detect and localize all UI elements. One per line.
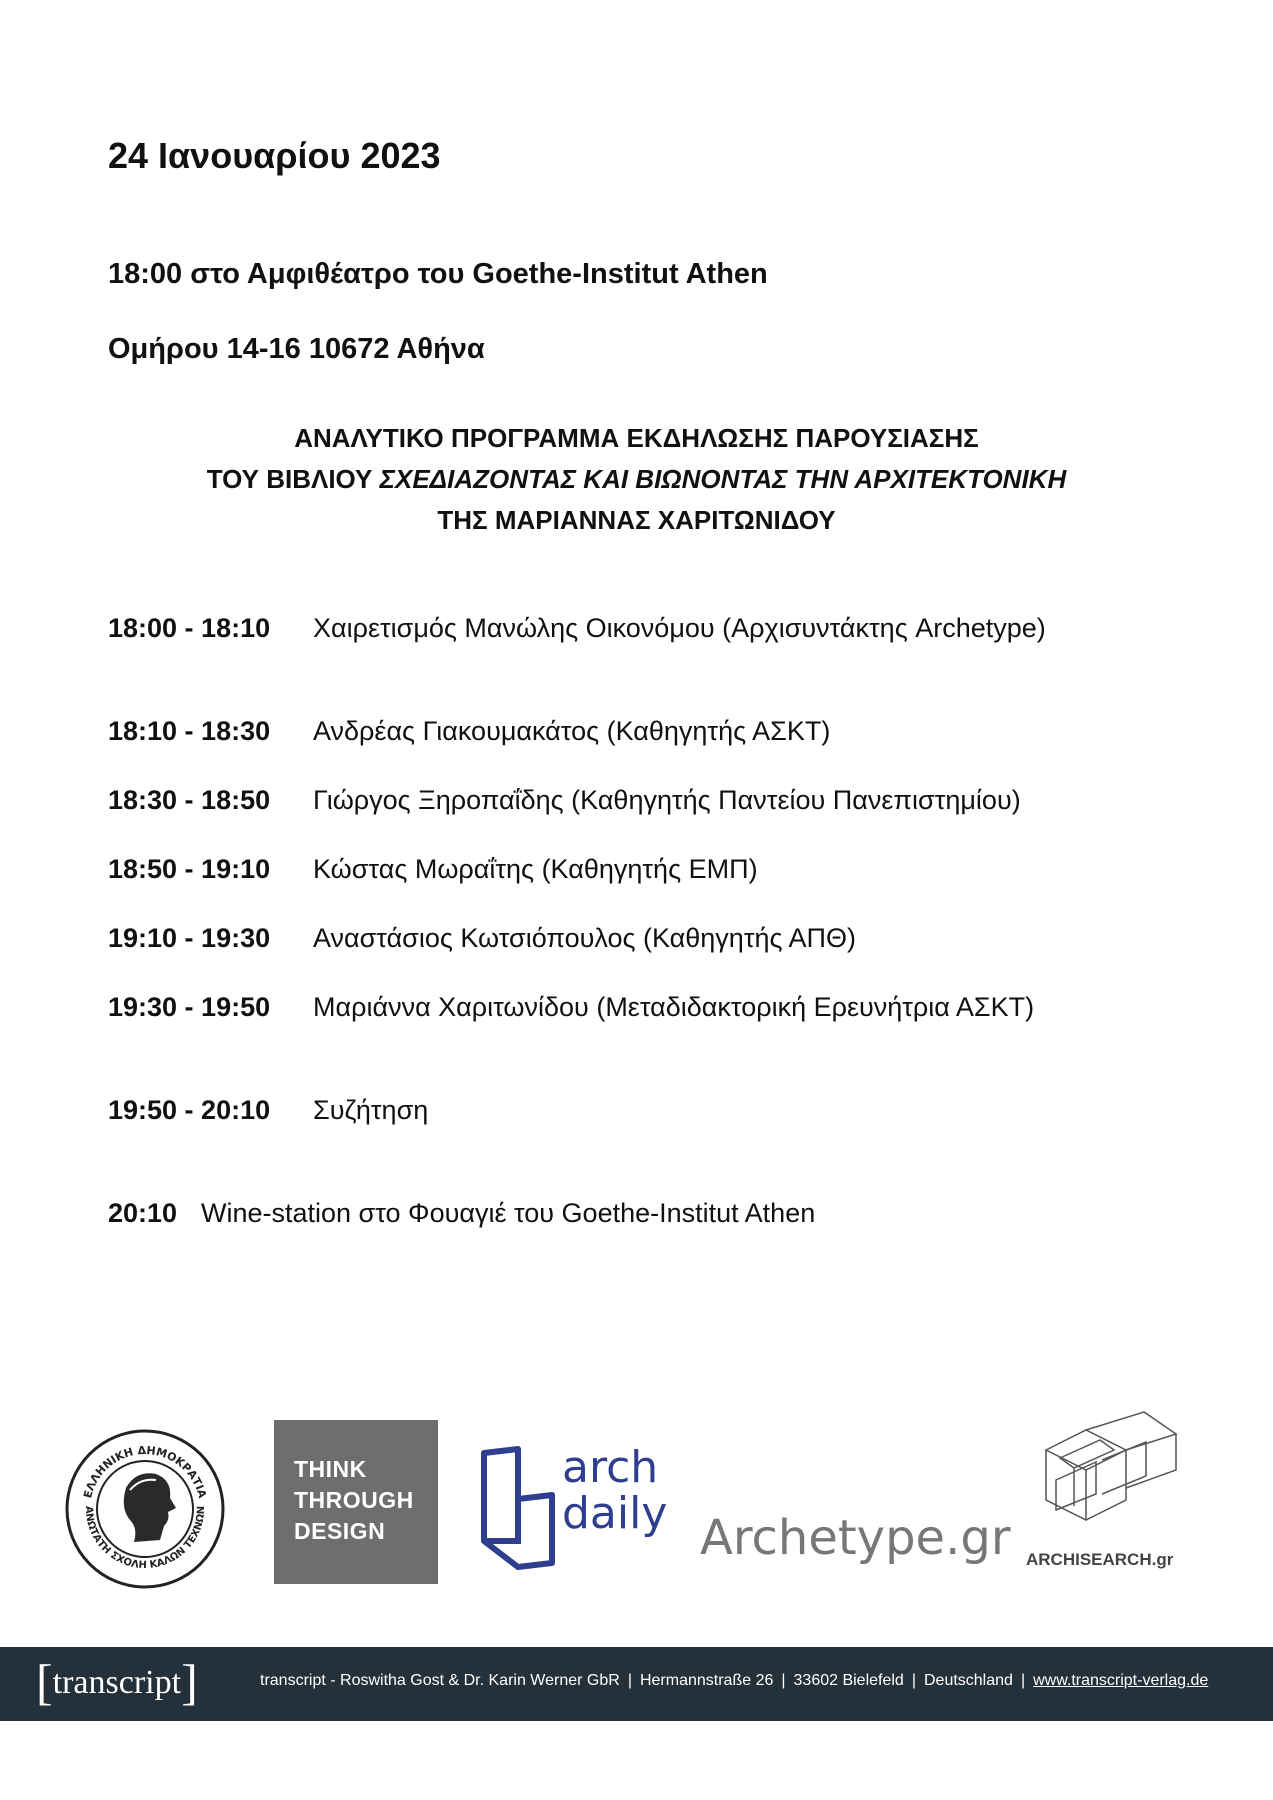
event-date: 24 Ιανουαρίου 2023 [108, 135, 441, 176]
schedule-item [108, 923, 856, 954]
schedule-text: Ανδρέας Γιακουμακάτος (Καθηγητής ΑΣΚΤ) [313, 716, 831, 746]
venue-time-location: 18:00 στο Αμφιθέατρο του Goethe-Institut Athen [108, 258, 768, 290]
schedule-item [108, 716, 830, 747]
schedule-text: Αναστάσιος Κωτσιόπουλος (Καθηγητής ΑΠΘ) [313, 923, 857, 953]
schedule-time: 19:50 - 20:10 [108, 1095, 271, 1125]
schedule-item [108, 1198, 815, 1229]
footer-separator: | [1020, 1672, 1026, 1689]
heading-line-2 [0, 459, 1273, 500]
schedule-item [108, 992, 1034, 1023]
program-heading [0, 418, 1273, 541]
partner-logos [0, 1410, 1273, 1590]
archdaily-wordmark [562, 1442, 668, 1539]
schedule-text: Wine-station στο Φουαγιέ του Goethe-Institut Athen [201, 1198, 816, 1228]
think-through-design-logo [274, 1420, 438, 1584]
ttd-word-2: THROUGH [294, 1487, 414, 1513]
schedule-text: Κώστας Μωραΐτης (Καθηγητής ΕΜΠ) [313, 854, 758, 884]
heading-line-1: ΑΝΑΛΥΤΙΚΟ ΠΡΟΓΡΑΜΜΑ ΕΚΔΗΛΩΣΗΣ ΠΑΡΟΥΣΙΑΣΗΣ [294, 423, 979, 453]
footer-company: transcript - Roswitha Gost & Dr. Karin Werner GbR [260, 1672, 620, 1689]
ttd-word-1: THINK [294, 1456, 367, 1482]
archdaily-word-1: arch [562, 1442, 659, 1493]
footer-info [260, 1672, 1208, 1690]
footer-country: Deutschland [923, 1672, 1013, 1689]
schedule-time: 19:10 - 19:30 [108, 923, 271, 953]
archisearch-drawing-icon [1026, 1410, 1178, 1538]
schedule-text: Συζήτηση [313, 1095, 429, 1125]
schedule-text: Μαριάννα Χαριτωνίδου (Μεταδιδακτορική Ερευνήτρια ΑΣΚΤ) [313, 992, 1035, 1022]
schedule-time: 20:10 [108, 1198, 178, 1228]
schedule-time: 18:30 - 18:50 [108, 785, 271, 815]
schedule-time: 18:10 - 18:30 [108, 716, 271, 746]
brand-name: transcript [52, 1664, 182, 1701]
heading-line-3: ΤΗΣ ΜΑΡΙΑΝΝΑΣ ΧΑΡΙΤΩΝΙΔΟΥ [437, 505, 836, 535]
book-title: ΣΧΕΔΙΑΖΟΝΤΑΣ ΚΑΙ ΒΙΩΝΟΝΤΑΣ ΤΗΝ ΑΡΧΙΤΕΚΤΟΝΙΚΗ [379, 464, 1067, 494]
ttd-word-3: DESIGN [294, 1518, 386, 1544]
transcript-brand-logo: [transcript] [36, 1654, 198, 1710]
schedule-item [108, 613, 1046, 644]
footer-website-link[interactable]: www.transcript-verlag.de [1033, 1672, 1209, 1689]
schedule-time: 18:50 - 19:10 [108, 854, 271, 884]
archdaily-mark-icon [478, 1445, 560, 1575]
seal-bottom-text: ΑΝΩΤΑΤΗ ΣΧΟΛΗ ΚΑΛΩΝ ΤΕΧΝΩΝ [82, 1505, 208, 1572]
archdaily-word-2: daily [562, 1488, 668, 1539]
footer-separator: | [911, 1672, 916, 1689]
seal-top-text: ΕΛΛΗΝΙΚΗ ΔΗΜΟΚΡΑΤΙΑ [81, 1443, 209, 1500]
schedule-item [108, 1095, 428, 1126]
schedule-item [108, 854, 758, 885]
footer-separator: | [627, 1672, 632, 1689]
schedule-time: 18:00 - 18:10 [108, 613, 271, 643]
schedule-text: Χαιρετισμός Μανώλης Οικονόμου (Αρχισυντάκτης Archetype) [313, 613, 1046, 643]
schedule-text: Γιώργος Ξηροπαΐδης (Καθηγητής Παντείου Πανεπιστημίου) [313, 785, 1021, 815]
heading-line-2-prefix: ΤΟΥ ΒΙΒΛΙΟΥ [206, 464, 380, 494]
footer-bar [0, 1647, 1273, 1721]
archetype-logo: Archetype.gr [700, 1510, 1011, 1566]
venue-address: Ομήρου 14-16 10672 Αθήνα [108, 333, 485, 365]
footer-street: Hermannstraße 26 [639, 1672, 774, 1689]
archisearch-logo-text: ARCHISEARCH.gr [1026, 1550, 1174, 1569]
askt-seal-logo [64, 1428, 226, 1590]
footer-city: 33602 Bielefeld [793, 1672, 904, 1689]
schedule-time: 19:30 - 19:50 [108, 992, 271, 1022]
schedule-item [108, 785, 1021, 816]
archdaily-logo [478, 1442, 678, 1585]
footer-separator: | [781, 1672, 786, 1689]
